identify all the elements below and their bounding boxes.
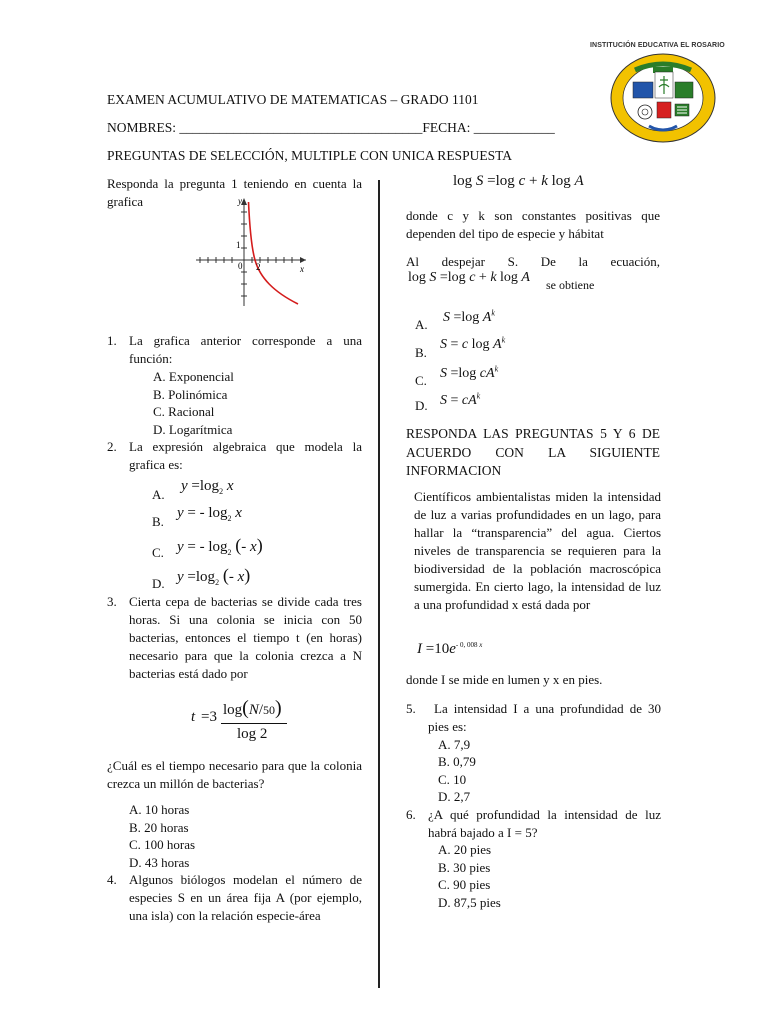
q1-option-b[interactable]: B. Polinómica xyxy=(153,387,228,402)
q4-text: Algunos biólogos modelan el número de especies S en un área fija A (por ejemplo, una isla) con la relación especie-área xyxy=(129,872,362,923)
q6-option-b[interactable]: B. 30 pies xyxy=(438,860,491,875)
q2-text: La expresión algebraica que modela la grafica es: xyxy=(129,439,362,472)
q4-option-c-formula: S =log $cA^k$ xyxy=(440,364,499,381)
graph-tick-1: 1 xyxy=(236,240,241,250)
q2-option-b-formula: y = - $\log_2 x$ xyxy=(177,505,242,523)
intensity-formula: $I =10e^{- 0, 008 x}$ xyxy=(417,641,483,657)
q6-option-a[interactable]: A. 20 pies xyxy=(438,842,492,857)
q5-number: 5. xyxy=(406,701,416,716)
q6-option-d[interactable]: D. 87,5 pies xyxy=(438,895,501,910)
q5-option-d[interactable]: D. 2,7 xyxy=(438,789,471,804)
q4-option-a-formula: S =log $A^k$ xyxy=(443,308,495,325)
q4-option-c-letter[interactable]: C. xyxy=(415,373,427,388)
info-after: donde I se mide en lumen y x en pies. xyxy=(406,672,603,687)
column-divider xyxy=(378,180,380,988)
q1-intro: Responda la pregunta 1 teniendo en cuenta la grafica xyxy=(107,176,362,209)
q6-number: 6. xyxy=(406,807,416,822)
institution-name: INSTITUCIÓN EDUCATIVA EL ROSARIO xyxy=(590,42,725,49)
q5-option-a[interactable]: A. 7,9 xyxy=(438,737,471,752)
q4-option-d-formula: $S = cA^k$ xyxy=(440,391,481,408)
q6-option-c[interactable]: C. 90 pies xyxy=(438,877,491,892)
q4-option-b-letter[interactable]: B. xyxy=(415,345,427,360)
q4-equation-inline: log S =log c + k log A xyxy=(408,270,530,285)
q2-option-b-letter[interactable]: B. xyxy=(152,514,164,529)
names-date-line: NOMBRES: ____________________________________FECHA: ____________ xyxy=(107,120,555,135)
q5-text: La intensidad I a una profundidad de 30 pies es: xyxy=(428,701,661,734)
q1-option-c[interactable]: C. Racional xyxy=(153,404,215,419)
q4-solve-prompt: Al despejar S. De la ecuación, xyxy=(406,254,660,269)
exam-title: EXAMEN ACUMULATIVO DE MATEMATICAS – GRADO 1101 xyxy=(107,92,479,107)
q4-continuation: donde c y k son constantes positivas que dependen del tipo de especie y hábitat xyxy=(406,208,660,241)
q4-option-d-letter[interactable]: D. xyxy=(415,398,428,413)
q2-option-d-formula: $y =\log_2$ (- x) xyxy=(177,565,251,587)
q2-option-c-letter[interactable]: C. xyxy=(152,545,164,560)
log-graph xyxy=(190,194,310,308)
q3-number: 3. xyxy=(107,594,117,609)
q3-option-c[interactable]: C. 100 horas xyxy=(129,837,196,852)
q5-option-c[interactable]: C. 10 xyxy=(438,772,467,787)
q2-option-c-formula: y = - $\log_2$ (- x) xyxy=(177,535,263,557)
graph-x-label: x xyxy=(300,264,304,274)
q2-option-a-formula: $y =\log_2$ x xyxy=(181,478,234,496)
graph-y-label: y xyxy=(238,196,242,206)
info-text: Científicos ambientalistas miden la intensidad de luz a varias profundidades en un lago, para hallar la “transparencia” del agua. Ciertos niveles de transparencia se requieren para la biodiversidad de la población macroscópica sumergida. En cierto lago, la intensidad de luz a una profundidad x está dada por xyxy=(414,489,661,612)
info-header: RESPONDA LAS PREGUNTAS 5 Y 6 DE ACUERDO CON LA SIGUIENTE INFORMACION xyxy=(406,426,660,478)
q1-option-d[interactable]: D. Logarítmica xyxy=(153,422,233,437)
q2-number: 2. xyxy=(107,439,117,454)
q2-option-d-letter[interactable]: D. xyxy=(152,576,165,591)
q3-option-b[interactable]: B. 20 horas xyxy=(129,820,189,835)
q2-option-a-letter[interactable]: A. xyxy=(152,487,165,502)
q4-option-b-formula: S = c $\log A^k$ xyxy=(440,335,506,352)
q1-number: 1. xyxy=(107,333,117,348)
graph-tick-2: 2 xyxy=(256,262,261,272)
q4-formula: log S =log c + k log A xyxy=(453,173,584,189)
q4-number: 4. xyxy=(107,872,117,887)
q3-formula: t =3 log(N/50) log 2 xyxy=(191,697,301,751)
q6-text: ¿A qué profundidad la intensidad de luz habrá bajado a I = 5? xyxy=(428,807,661,840)
q1-option-a[interactable]: A. Exponencial xyxy=(153,369,234,384)
school-logo xyxy=(609,52,717,144)
q4-se-obtiene: se obtiene xyxy=(546,278,595,292)
q3-text: Cierta cepa de bacterias se divide cada tres horas. Si una colonia se inicia con 50 bacterias, entonces el tiempo t (en horas) necesario para que la colonia crezca a N bacterias está dado por xyxy=(129,594,362,681)
q3-question: ¿Cuál es el tiempo necesario para que la colonia crezca un millón de bacterias? xyxy=(107,758,362,791)
graph-tick-0: 0 xyxy=(238,261,243,271)
q3-option-d[interactable]: D. 43 horas xyxy=(129,855,190,870)
section-heading: PREGUNTAS DE SELECCIÓN, MULTIPLE CON UNICA RESPUESTA xyxy=(107,148,512,163)
q3-option-a[interactable]: A. 10 horas xyxy=(129,802,190,817)
q4-option-a-letter[interactable]: A. xyxy=(415,317,428,332)
q5-option-b[interactable]: B. 0,79 xyxy=(438,754,476,769)
q1-text: La grafica anterior corresponde a una función: xyxy=(129,333,362,366)
